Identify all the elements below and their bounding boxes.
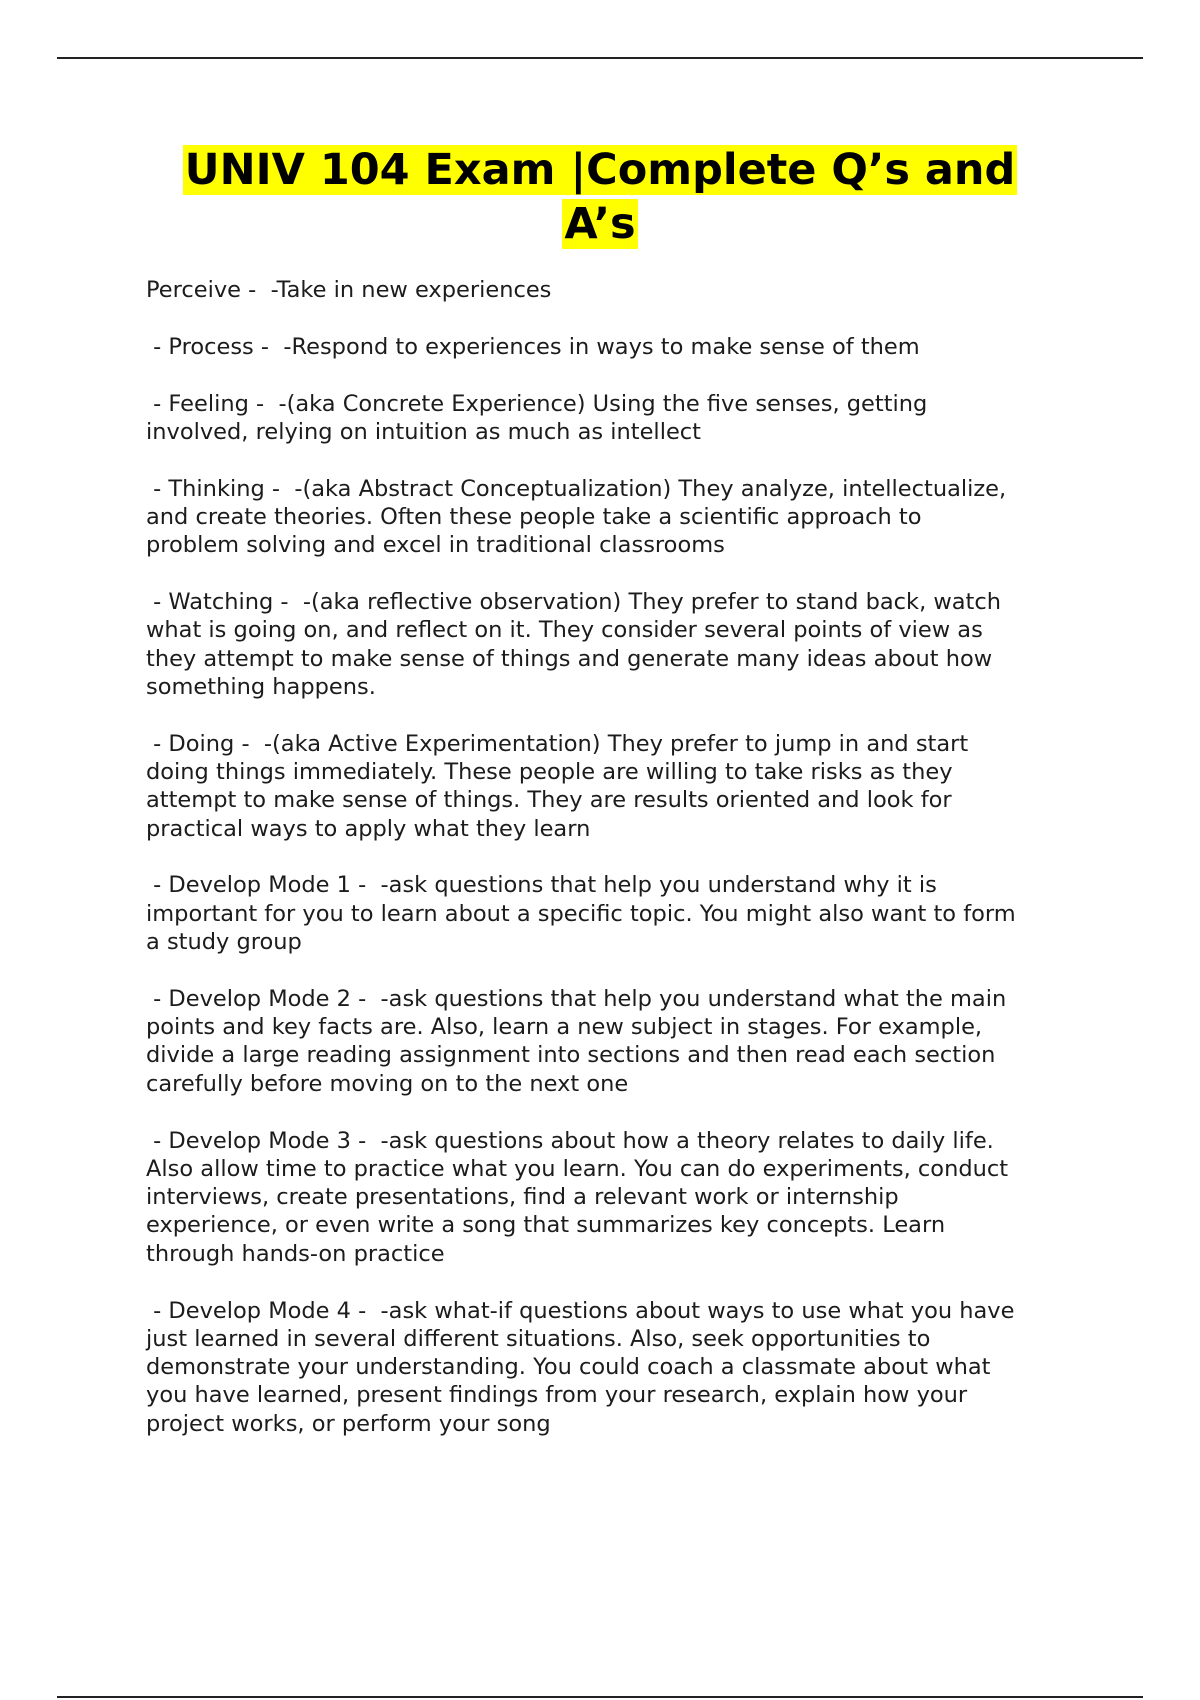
- top-rule: [57, 57, 1143, 59]
- qa-entry-develop-mode-3: - Develop Mode 3 - -ask questions about how a theory relates to daily life. Also allow time to practice what you learn. You can do experiments, conduct interviews, create presentations, find a relevant work or internship experience, or even write a song that summarizes key concepts. Learn through hands-on practice: [146, 1127, 1009, 1267]
- title-highlight: UNIV 104 Exam |Complete Q’s and A’s: [184, 145, 1016, 249]
- qa-entry-process: - Process - -Respond to experiences in ways to make sense of them: [146, 333, 920, 360]
- qa-entry-develop-mode-2: - Develop Mode 2 - -ask questions that help you understand what the main points and key facts are. Also, learn a new subject in stages. For example, divide a large reading assignment into sections and then read each section carefully before moving on to the next one: [146, 985, 1007, 1097]
- qa-entry-perceive: Perceive - -Take in new experiences: [146, 277, 552, 303]
- qa-entry-develop-mode-4: - Develop Mode 4 - -ask what-if questions about ways to use what you have just learned in several different situations. Also, seek opportunities to demonstrate your understanding. You could coach a classmate about what you have learned, present findings from your research, explain how your project works, or perform your song: [146, 1297, 1015, 1437]
- qa-entry-thinking: - Thinking - -(aka Abstract Conceptualization) They analyze, intellectualize, and create theories. Often these people take a scientific approach to problem solving and excel in traditional classrooms: [146, 475, 1007, 559]
- qa-entry-feeling: - Feeling - -(aka Concrete Experience) Using the five senses, getting involved, relying on intuition as much as intellect: [146, 390, 928, 445]
- bottom-rule: [57, 1696, 1143, 1698]
- qa-entry-develop-mode-1: - Develop Mode 1 - -ask questions that help you understand why it is important for you to learn about a specific topic. You might also want to form a study group: [146, 872, 1016, 956]
- qa-entry-watching: - Watching - -(aka reflective observation) They prefer to stand back, watch what is going on, and reflect on it. They consider several points of view as they attempt to make sense of things and generate many ideas about how something happens.: [146, 589, 1002, 700]
- qa-entry-doing: - Doing - -(aka Active Experimentation) They prefer to jump in and start doing things immediately. These people are willing to take risks as they attempt to make sense of things. They are results oriented and look for practical ways to apply what they learn: [146, 730, 969, 842]
- document-title: [150, 143, 1050, 251]
- qa-list: [146, 276, 1096, 1467]
